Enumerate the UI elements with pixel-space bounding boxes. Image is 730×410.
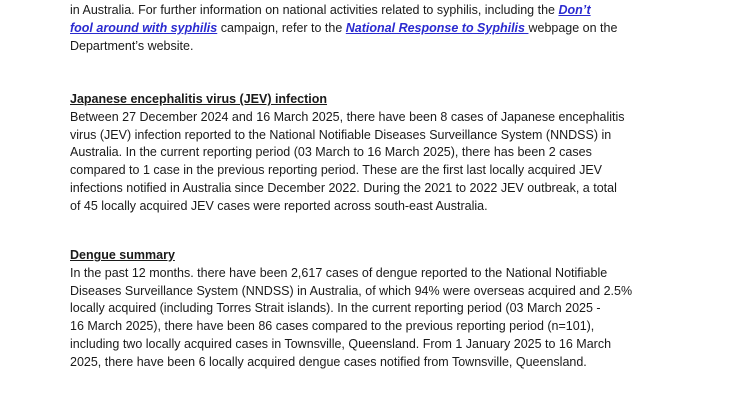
- paragraph-line: infections notified in Australia since December 2022. During the 2021 to 2022 JEV outbreak, a total: [70, 180, 617, 195]
- paragraph-line: locally acquired (including Torres Strait islands). In the current reporting period (03 March 2025 -: [70, 301, 601, 316]
- paragraph-line: 16 March 2025), there have been 86 cases compared to the previous reporting period (n=101),: [70, 319, 595, 334]
- text: in Australia. For further information on national activities related to syphilis, including the: [70, 3, 559, 17]
- dont-fool-around-link[interactable]: Don’t: [558, 3, 591, 17]
- paragraph-line: [70, 20, 617, 38]
- national-response-syphilis-link[interactable]: National Response to Syphilis: [345, 20, 529, 35]
- syphilis-paragraph: [70, 2, 617, 55]
- paragraph-line: compared to 1 case in the previous reporting period. These are the first last locally acquired JEV: [70, 163, 602, 178]
- paragraph-line: Department’s website.: [70, 38, 194, 53]
- dont-fool-around-link-cont[interactable]: fool around with syphilis: [70, 20, 218, 35]
- jev-heading: Japanese encephalitis virus (JEV) infection: [70, 92, 328, 106]
- paragraph-line: Australia. In the current reporting period (03 March to 16 March 2025), there has been 2 cases: [70, 145, 592, 160]
- paragraph-line: virus (JEV) infection reported to the National Notifiable Diseases Surveillance System (NNDSS) in: [70, 127, 612, 142]
- paragraph-line: Diseases Surveillance System (NNDSS) in Australia, of which 94% were overseas acquired and 2.5%: [70, 283, 633, 298]
- paragraph-line: including two locally acquired cases in Townsville, Queensland. From 1 January 2025 to 16 March: [70, 336, 612, 351]
- text: webpage on the: [528, 20, 618, 35]
- paragraph-line: Between 27 December 2024 and 16 March 2025, there have been 8 cases of Japanese encephalitis: [70, 109, 625, 124]
- text: campaign, refer to the: [217, 20, 346, 35]
- paragraph-line: 2025, there have been 6 locally acquired dengue cases notified from Townsville, Queensland.: [70, 354, 587, 369]
- dengue-heading: Dengue summary: [70, 248, 175, 262]
- dengue-section: [70, 247, 632, 372]
- paragraph-line: of 45 locally acquired JEV cases were reported across south-east Australia.: [70, 198, 488, 213]
- jev-section: [70, 91, 625, 216]
- paragraph-line: [70, 2, 617, 20]
- paragraph-line: In the past 12 months. there have been 2,617 cases of dengue reported to the National Notifiable: [70, 265, 608, 280]
